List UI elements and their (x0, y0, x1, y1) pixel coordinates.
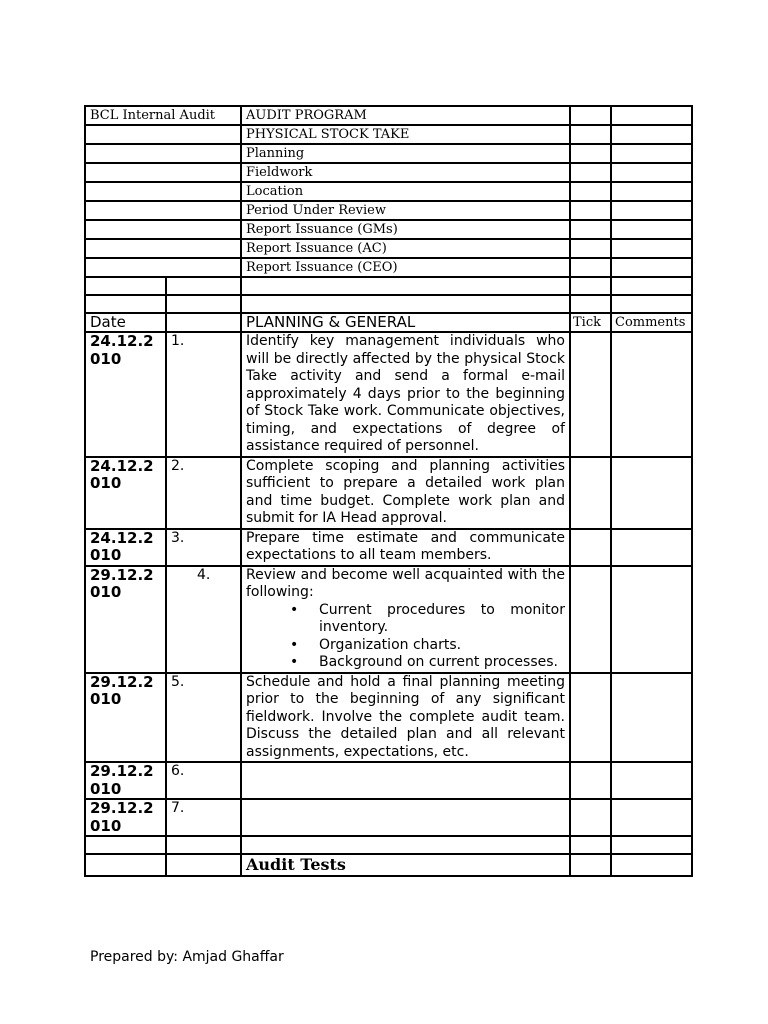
blank-cell (570, 277, 611, 295)
tick-cell (570, 258, 611, 277)
header-title: AUDIT PROGRAM (241, 106, 570, 125)
blank-cell (85, 125, 241, 144)
header-row (85, 144, 692, 163)
date-column-header: Date (85, 313, 166, 332)
tick-cell (570, 201, 611, 220)
blank-cell (166, 277, 241, 295)
tick-cell (570, 673, 611, 763)
header-row (85, 125, 692, 144)
step-row (85, 673, 692, 763)
tick-cell (570, 457, 611, 529)
comments-cell (611, 799, 692, 836)
step-row (85, 799, 692, 836)
step-date: 24.12.2010 (85, 529, 166, 566)
step-description: Prepare time estimate and communicate expectations to all team members. (241, 529, 570, 566)
blank-cell (241, 295, 570, 313)
header-row (85, 239, 692, 258)
step-number: 3. (166, 529, 241, 566)
audit-tests-heading: Audit Tests (241, 854, 570, 876)
step-intro-text: Review and become well acquainted with the following: (246, 566, 565, 600)
blank-cell (85, 258, 241, 277)
step-date: 24.12.2010 (85, 457, 166, 529)
column-header-row (85, 313, 692, 332)
blank-cell (166, 836, 241, 854)
tick-cell (570, 332, 611, 457)
tick-cell (570, 762, 611, 799)
header-field-location: Location (241, 182, 570, 201)
blank-cell (570, 295, 611, 313)
tick-cell (570, 182, 611, 201)
tick-column-header: Tick (570, 313, 611, 332)
blank-cell (85, 277, 166, 295)
comments-column-header: Comments (611, 313, 692, 332)
step-date: 29.12.2010 (85, 673, 166, 763)
comments-cell (611, 762, 692, 799)
blank-cell (85, 182, 241, 201)
tick-cell (570, 125, 611, 144)
comments-cell (611, 332, 692, 457)
step-description: Complete scoping and planning activities sufficient to prepare a detailed work plan and time budget. Complete work plan and submit for IA Head approval. (241, 457, 570, 529)
blank-cell (166, 854, 241, 876)
tick-cell (570, 163, 611, 182)
blank-cell (241, 836, 570, 854)
tick-cell (570, 799, 611, 836)
step-description (241, 799, 570, 836)
blank-cell (85, 144, 241, 163)
header-field-fieldwork: Fieldwork (241, 163, 570, 182)
header-field-report-ac: Report Issuance (AC) (241, 239, 570, 258)
step-row (85, 332, 692, 457)
blank-cell (85, 836, 166, 854)
step-number: 6. (166, 762, 241, 799)
blank-cell (85, 854, 166, 876)
tick-cell (570, 529, 611, 566)
bullet-item: • Organization charts. (319, 637, 565, 655)
blank-cell (85, 295, 166, 313)
bullet-item: • Current procedures to monitor inventory. (319, 602, 565, 637)
header-row (85, 106, 692, 125)
section-heading: PLANNING & GENERAL (241, 313, 570, 332)
step-description: Schedule and hold a final planning meeting prior to the beginning of any significant fieldwork. Involve the complete audit team. Discuss the detailed plan and all relevant assignments, expectations, etc. (241, 673, 570, 763)
comments-cell (611, 673, 692, 763)
blank-cell (611, 277, 692, 295)
step-row (85, 762, 692, 799)
comments-cell (611, 529, 692, 566)
step-date: 29.12.2010 (85, 762, 166, 799)
tick-cell (570, 220, 611, 239)
header-row (85, 182, 692, 201)
step-number: 1. (166, 332, 241, 457)
comments-cell (611, 854, 692, 876)
header-row (85, 220, 692, 239)
comments-cell (611, 220, 692, 239)
header-field-planning: Planning (241, 144, 570, 163)
comments-cell (611, 201, 692, 220)
blank-cell (611, 295, 692, 313)
comments-cell (611, 566, 692, 673)
comments-cell (611, 144, 692, 163)
tick-cell (570, 566, 611, 673)
comments-cell (611, 163, 692, 182)
blank-cell (570, 836, 611, 854)
header-field-period: Period Under Review (241, 201, 570, 220)
step-description (241, 762, 570, 799)
step-description: Identify key management individuals who will be directly affected by the physical Stock Take activity and send a formal e-mail approximately 4 days prior to the beginning of Stock Take work. Communicate objectives, timing, and expectations of degree of assistance required of personnel. (241, 332, 570, 457)
org-label: BCL Internal Audit (85, 106, 241, 125)
comments-cell (611, 182, 692, 201)
audit-program-table (84, 105, 693, 877)
spacer-row (85, 295, 692, 313)
comments-cell (611, 258, 692, 277)
tick-cell (570, 106, 611, 125)
blank-cell (85, 239, 241, 258)
header-field-report-ceo: Report Issuance (CEO) (241, 258, 570, 277)
blank-cell (166, 313, 241, 332)
step-date: 29.12.2010 (85, 799, 166, 836)
comments-cell (611, 457, 692, 529)
step-number: 7. (166, 799, 241, 836)
blank-cell (85, 220, 241, 239)
header-row (85, 201, 692, 220)
tick-cell (570, 854, 611, 876)
bullet-list (246, 602, 565, 672)
header-row (85, 258, 692, 277)
tick-cell (570, 239, 611, 258)
blank-cell (85, 163, 241, 182)
step-row (85, 566, 692, 673)
comments-cell (611, 125, 692, 144)
spacer-row (85, 277, 692, 295)
prepared-by: Prepared by: Amjad Ghaffar (90, 949, 284, 965)
step-date: 29.12.2010 (85, 566, 166, 673)
step-row (85, 529, 692, 566)
step-number: 2. (166, 457, 241, 529)
comments-cell (611, 106, 692, 125)
audit-tests-row (85, 854, 692, 876)
comments-cell (611, 239, 692, 258)
header-row (85, 163, 692, 182)
step-row (85, 457, 692, 529)
bullet-item: • Background on current processes. (319, 654, 565, 672)
blank-cell (85, 201, 241, 220)
step-date: 24.12.2010 (85, 332, 166, 457)
header-field-report-gms: Report Issuance (GMs) (241, 220, 570, 239)
blank-cell (611, 836, 692, 854)
tick-cell (570, 144, 611, 163)
spacer-row (85, 836, 692, 854)
blank-cell (166, 295, 241, 313)
blank-cell (241, 277, 570, 295)
step-number: 5. (166, 673, 241, 763)
header-subtitle: PHYSICAL STOCK TAKE (241, 125, 570, 144)
step-number: 4. (166, 566, 241, 673)
step-description (241, 566, 570, 673)
